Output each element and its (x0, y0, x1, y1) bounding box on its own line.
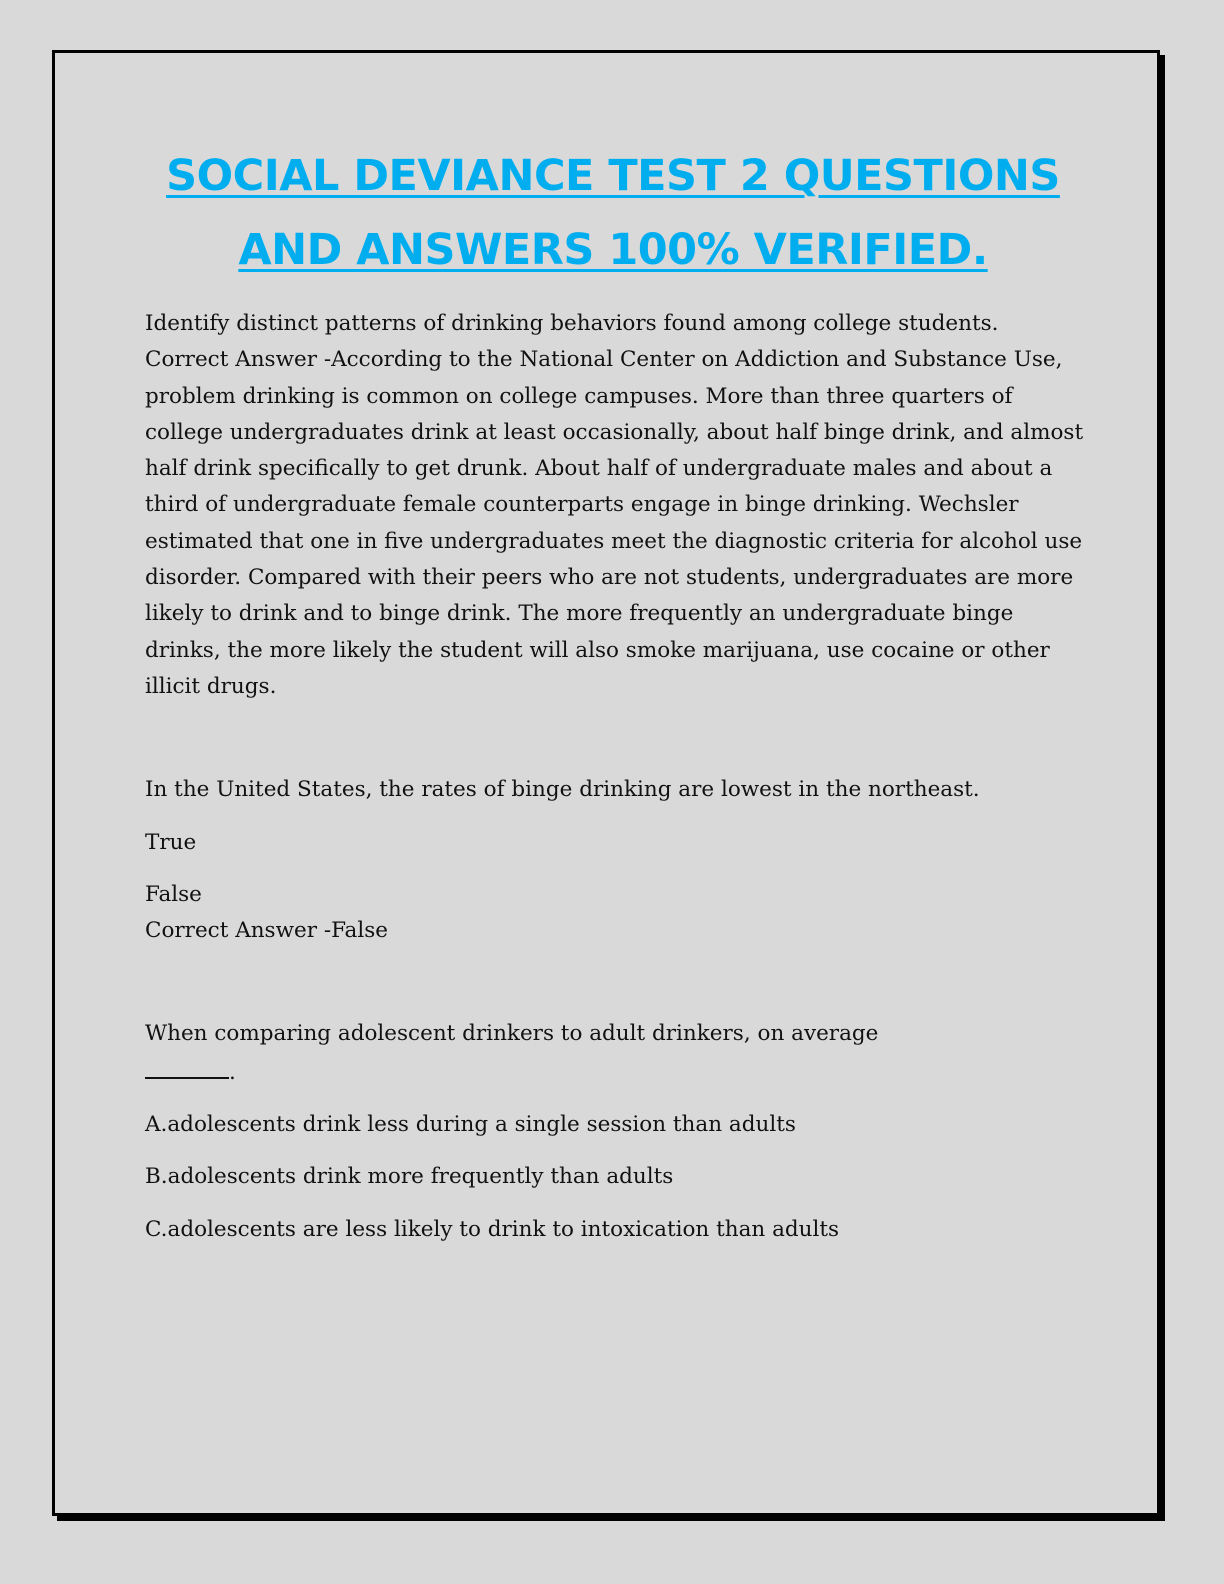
question-1-text: Identify distinct patterns of drinking behaviors found among college students. (145, 311, 999, 336)
question-2-option-false: False (145, 881, 202, 907)
question-2-option-true: True (145, 829, 197, 855)
document-title-line-1: SOCIAL DEVIANCE TEST 2 QUESTIONS (166, 151, 1060, 201)
fill-in-blank (145, 1053, 229, 1079)
question-2-answer: Correct Answer -False (145, 918, 389, 944)
question-3-option-a: A.adolescents drink less during a single session than adults (145, 1112, 796, 1138)
question-3-text (145, 1016, 1085, 1091)
question-2-text: In the United States, the rates of binge drinking are lowest in the northeast. (145, 777, 980, 803)
question-3-period: . (229, 1059, 236, 1085)
question-3-option-c: C.adolescents are less likely to drink to intoxication than adults (145, 1216, 840, 1242)
question-1-answer: Correct Answer -According to the National Center on Addiction and Substance Use, problem drinking is common on college campuses. More than three quarters of college undergraduates drink at least occasionally, about half binge drink, and almost half drink specifically to get drunk. About half of undergraduate males and about a third of undergraduate female counterparts engage in binge drinking. Wechsler estimated that one in five undergraduates meet the diagnostic criteria for alcohol use disorder. Compared with their peers who are not students, undergraduates are more likely to drink and to binge drink. The more frequently an undergraduate binge drinks, the more likely the student will also smoke marijuana, use cocaine or other illicit drugs. (145, 347, 1084, 699)
question-3-option-b: B.adolescents drink more frequently than adults (145, 1164, 674, 1190)
document-body (145, 306, 1085, 1248)
question-3-stem: When comparing adolescent drinkers to adult drinkers, on average (145, 1021, 879, 1047)
document-title-line-2: AND ANSWERS 100% VERIFIED. (238, 225, 988, 275)
